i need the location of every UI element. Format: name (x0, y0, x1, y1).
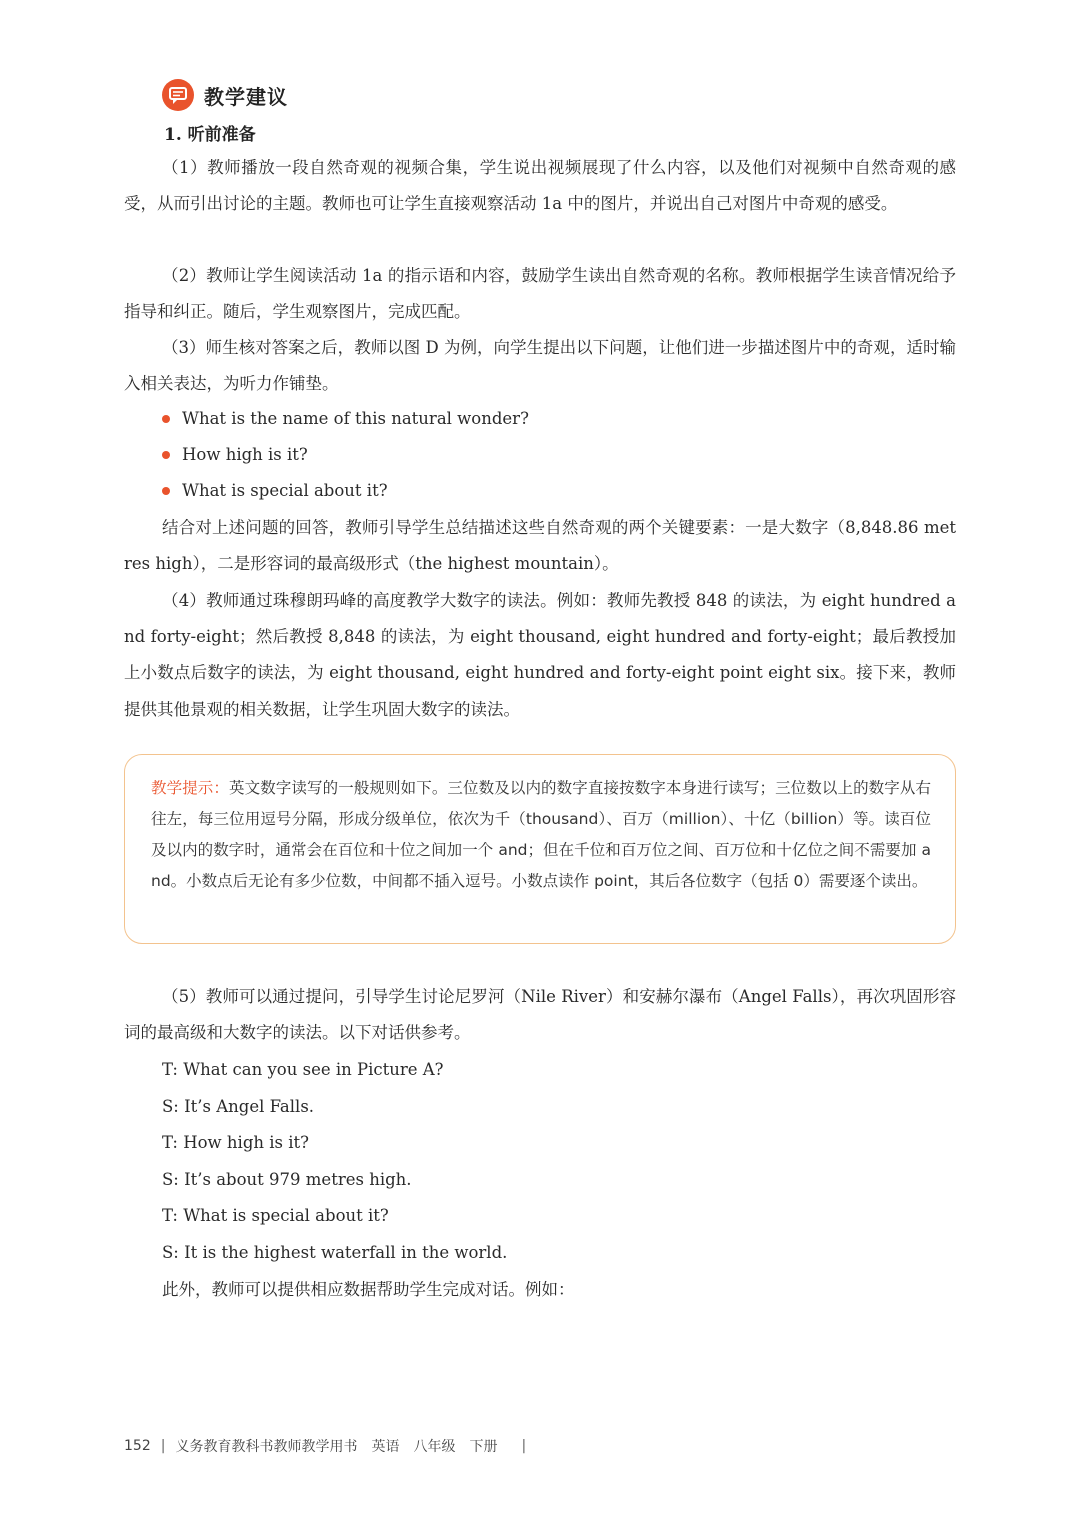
footer-separator: | (160, 1438, 166, 1454)
paragraph-3: （3）师生核对答案之后，教师以图 D 为例，向学生提出以下问题，让他们进一步描述图片中的奇观，适时输入相关表达，为听力作铺垫。 (124, 338, 956, 394)
dialog-line: T: What can you see in Picture A? (162, 1060, 444, 1079)
bullet-dot-icon (162, 415, 170, 423)
tip-content (151, 773, 931, 897)
teaching-tip-box (124, 754, 956, 944)
footer-book-title: 义务教育教科书教师教学用书 (175, 1439, 358, 1455)
bullet-dot-icon (162, 487, 170, 495)
paragraph-4: 结合对上述问题的回答，教师引导学生总结描述这些自然奇观的两个关键要素：一是大数字（8,848.86 metres high），二是形容词的最高级形式（the highest mountain）。 (124, 518, 956, 574)
paragraph-2: （2）教师让学生阅读活动 1a 的指示语和内容，鼓励学生读出自然奇观的名称。教师根据学生读音情况给予指导和纠正。随后，学生观察图片，完成匹配。 (124, 266, 956, 322)
dialog-line: T: What is special about it? (162, 1206, 389, 1225)
footer-volume: 下册 (469, 1439, 498, 1455)
footer-subject: 英语 (371, 1439, 400, 1455)
bullet-item (162, 473, 388, 509)
paragraph-6: （5）教师可以通过提问，引导学生讨论尼罗河（Nile River）和安赫尔瀑布（Angel Falls），再次巩固形容词的最高级和大数字的读法。以下对话供参考。 (124, 987, 956, 1043)
bullet-dot-icon (162, 451, 170, 459)
bullet-text: How high is it? (182, 445, 308, 464)
dialog-line: S: It’s Angel Falls. (162, 1097, 315, 1116)
bullet-item (162, 401, 529, 437)
page-footer (124, 1436, 536, 1456)
bullet-item (162, 437, 308, 473)
tip-text: 英文数字读写的一般规则如下。三位数及以内的数字直接按数字本身进行读写；三位数以上的数字从右往左，每三位用逗号分隔，形成分级单位，依次为千（thousand）、百万（million）、十亿（billion）等。读百位及以内的数字时，通常会在百位和十位之间加一个 and；但在千位和百万位之间、百万位和十亿位之间不需要加 and。小数点后无论有多少位数，中间都不插入逗号。小数点读作 point，其后各位数字（包括 0）需要逐个读出。 (151, 779, 931, 890)
paragraph-1: （1）教师播放一段自然奇观的视频合集，学生说出视频展现了什么内容，以及他们对视频中自然奇观的感受，从而引出讨论的主题。教师也可让学生直接观察活动 1a 中的图片，并说出自己对图片中奇观的感受。 (124, 158, 956, 214)
bullet-text: What is the name of this natural wonder? (182, 409, 529, 428)
bullet-text: What is special about it? (182, 481, 388, 500)
page-number: 152 (124, 1438, 151, 1454)
section-heading (162, 78, 288, 112)
dialog-line: S: It is the highest waterfall in the world. (162, 1243, 508, 1262)
paragraph-7: 此外，教师可以提供相应数据帮助学生完成对话。例如： (162, 1280, 575, 1299)
footer-grade: 八年级 (413, 1439, 456, 1455)
section-title: 教学建议 (204, 84, 288, 109)
teaching-suggestion-icon (162, 79, 194, 111)
dialog-line: T: How high is it? (162, 1133, 309, 1152)
subheading-listening-prep: 1. 听前准备 (164, 125, 256, 145)
dialog-line: S: It’s about 979 metres high. (162, 1170, 412, 1189)
tip-label: 教学提示： (151, 779, 230, 797)
footer-separator: | (521, 1438, 527, 1454)
paragraph-5: （4）教师通过珠穆朗玛峰的高度教学大数字的读法。例如：教师先教授 848 的读法，为 eight hundred and forty-eight；然后教授 8,848 的读法，为 eight thousand, eight hundred and forty-eight；最后教授加上小数点后数字的读法，为 eight thousand, eight hundred and forty-eight point eight six。接下来，教师提供其他景观的相关数据，让学生巩固大数字的读法。 (124, 591, 956, 719)
